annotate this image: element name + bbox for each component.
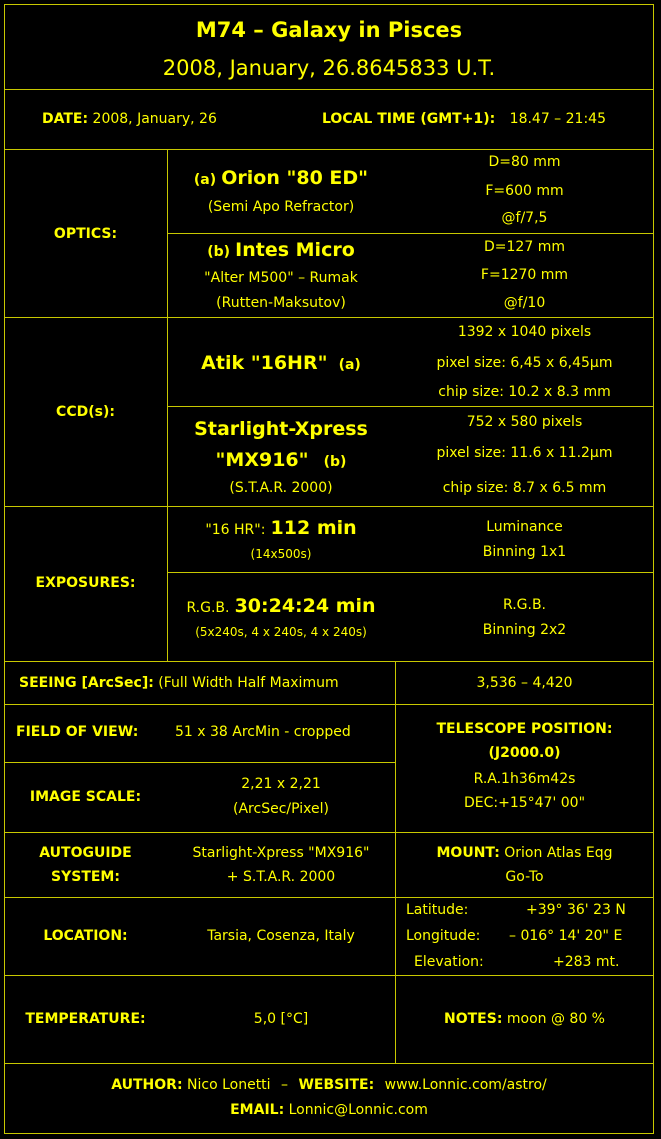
divider	[4, 975, 654, 976]
telescope-epoch: (J2000.0)	[488, 745, 561, 761]
optic-b-diameter: D=127 mm	[484, 239, 565, 255]
temperature-label: TEMPERATURE:	[25, 1011, 146, 1027]
footer-separator: –	[281, 1077, 289, 1093]
ccd-b-chip: chip size: 8.7 x 6.5 mm	[442, 480, 607, 496]
page-title: M74 – Galaxy in Pisces	[195, 18, 463, 42]
exposure-lum-detail: (14x500s)	[250, 547, 312, 561]
ccd-b-model	[168, 451, 394, 470]
email-label: EMAIL:	[230, 1102, 285, 1118]
optic-b-ratio: @f/10	[503, 295, 546, 311]
email-link[interactable]: Lonnic@Lonnic.com	[288, 1102, 428, 1118]
exposure-lum-type: Luminance	[486, 519, 563, 535]
seeing-desc: (Full Width Half Maximum	[158, 676, 339, 690]
seeing-value: 3,536 – 4,420	[476, 675, 573, 691]
elevation-value: +283 mt.	[553, 954, 620, 970]
divider	[167, 572, 654, 573]
page-subtitle: 2008, January, 26.8645833 U.T.	[162, 56, 496, 80]
optic-b-title: Intes Micro	[235, 239, 355, 261]
optic-a-ratio: @f/7,5	[501, 210, 548, 226]
exposure-lum-total: 112 min	[270, 517, 357, 539]
divider	[167, 233, 654, 234]
divider	[4, 1063, 654, 1064]
local-time-value: 18.47 – 21:45	[509, 111, 606, 127]
latitude-value: +39° 36' 23 N	[526, 902, 626, 918]
telescope-dec: DEC:+15°47' 00"	[463, 795, 586, 811]
website-link[interactable]: www.Lonnic.com/astro/	[384, 1077, 547, 1093]
location-value: Tarsia, Cosenza, Italy	[207, 928, 355, 944]
date-field	[42, 112, 217, 126]
optic-a-focal: F=600 mm	[485, 183, 564, 199]
notes-value: moon @ 80 %	[506, 1011, 605, 1027]
divider	[4, 149, 654, 150]
exposure-rgb-binning: Binning 2x2	[482, 622, 567, 638]
exposure-rgb-time	[168, 597, 394, 616]
local-time-label: LOCAL TIME (GMT+1):	[322, 111, 496, 127]
optic-a-type: (Semi Apo Refractor)	[207, 199, 355, 215]
optic-b-focal: F=1270 mm	[480, 267, 569, 283]
fov-value: 51 x 38 ArcMin - cropped	[175, 724, 351, 740]
mount-value: Orion Atlas Eqg	[504, 845, 613, 861]
ccd-b-pixels: 752 x 580 pixels	[466, 414, 583, 430]
ccd-a-pixels: 1392 x 1040 pixels	[457, 324, 592, 340]
exposures-label: EXPOSURES:	[35, 575, 136, 591]
autoguide-value-1: Starlight-Xpress "MX916"	[192, 845, 370, 861]
local-time-field	[322, 112, 606, 126]
author-name: Nico Lonetti	[187, 1077, 271, 1093]
divider	[167, 149, 168, 661]
ccd-label: CCD(s):	[56, 404, 115, 420]
ccd-a-suffix: (a)	[338, 357, 361, 373]
footer-email-line	[4, 1103, 654, 1117]
ccd-b-pixel-size: pixel size: 11.6 x 11.2μm	[436, 445, 613, 461]
autoguide-label-1: AUTOGUIDE	[39, 845, 132, 861]
ccd-b-model-name: "MX916"	[215, 449, 309, 471]
scale-value-1: 2,21 x 2,21	[241, 776, 321, 792]
location-label: LOCATION:	[43, 928, 128, 944]
autoguide-value-2: + S.T.A.R. 2000	[226, 869, 336, 885]
notes-field	[395, 1012, 654, 1026]
divider	[4, 832, 654, 833]
exposure-rgb-total: 30:24:24 min	[234, 595, 376, 617]
optic-a-diameter: D=80 mm	[488, 154, 561, 170]
divider	[4, 506, 654, 507]
seeing-label: SEEING [ArcSec]:	[19, 676, 154, 690]
ccd-a-title: Atik "16HR"	[201, 352, 328, 374]
ccd-a-pixel-size: pixel size: 6,45 x 6,45μm	[436, 355, 613, 371]
telescope-ra: R.A.1h36m42s	[473, 771, 576, 787]
divider	[4, 704, 654, 705]
optic-b-prefix: (b)	[207, 244, 231, 260]
longitude-value: – 016° 14' 20" E	[509, 928, 623, 944]
optics-label: OPTICS:	[53, 226, 118, 242]
autoguide-label-2: SYSTEM:	[51, 869, 120, 885]
optic-b-model: "Alter M500" – Rumak	[204, 270, 358, 286]
date-value: 2008, January, 26	[92, 111, 217, 127]
exposure-lum-binning: Binning 1x1	[482, 544, 567, 560]
exposure-lum-prefix: "16 HR":	[205, 522, 266, 538]
ccd-a-name	[168, 354, 394, 373]
divider	[4, 89, 654, 90]
ccd-a-chip: chip size: 10.2 x 8.3 mm	[438, 384, 611, 400]
seeing-field	[19, 676, 394, 690]
optic-a-prefix: (a)	[193, 172, 217, 188]
divider	[4, 661, 654, 662]
exposure-rgb-type: R.G.B.	[502, 597, 547, 613]
divider	[167, 406, 654, 407]
notes-label: NOTES:	[444, 1011, 503, 1027]
mount-goto: Go-To	[505, 869, 544, 885]
optic-b-name	[168, 241, 394, 260]
exposure-rgb-detail: (5x240s, 4 x 240s, 4 x 240s)	[195, 625, 367, 639]
mount-label: MOUNT:	[436, 845, 500, 861]
website-label: WEBSITE:	[298, 1077, 375, 1093]
ccd-b-title: Starlight-Xpress	[194, 418, 368, 440]
ccd-b-suffix: (b)	[323, 454, 347, 470]
exposure-rgb-prefix: R.G.B.	[186, 600, 230, 616]
longitude-label: Longitude:	[406, 928, 481, 944]
optic-a-title: Orion "80 ED"	[221, 167, 369, 189]
optic-b-type: (Rutten-Maksutov)	[216, 295, 346, 311]
fov-label: FIELD OF VIEW:	[16, 724, 139, 740]
divider	[4, 317, 654, 318]
author-label: AUTHOR:	[111, 1077, 183, 1093]
ccd-b-extra: (S.T.A.R. 2000)	[229, 480, 333, 496]
telescope-title: TELESCOPE POSITION:	[436, 721, 613, 737]
scale-label: IMAGE SCALE:	[29, 789, 142, 805]
mount-field	[395, 846, 654, 860]
divider	[4, 897, 654, 898]
divider	[4, 762, 395, 763]
exposure-lum-time	[168, 519, 394, 538]
date-label: DATE:	[42, 111, 89, 127]
temperature-value: 5,0 [°C]	[253, 1011, 309, 1027]
optic-a-name	[168, 169, 394, 188]
elevation-label: Elevation:	[414, 954, 484, 970]
footer-author-line	[4, 1078, 654, 1092]
scale-value-2: (ArcSec/Pixel)	[233, 801, 329, 817]
latitude-label: Latitude:	[406, 902, 469, 918]
